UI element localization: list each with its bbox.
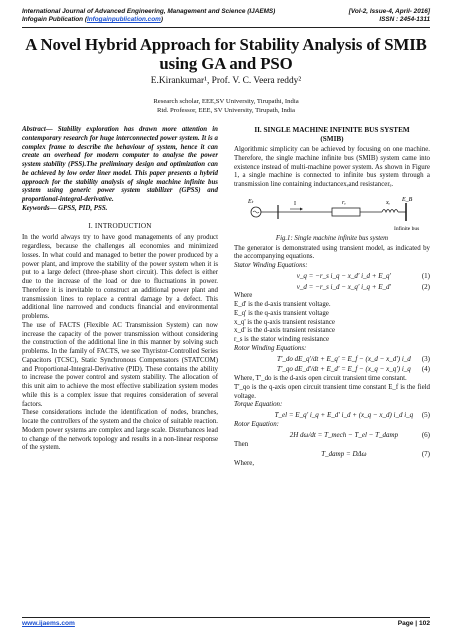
generator-wave	[253, 211, 259, 213]
abstract-label: Abstract—	[22, 126, 53, 133]
stator-label: Stator Winding Equations:	[234, 262, 308, 269]
label-bus-voltage: E_B	[402, 196, 413, 203]
definition-3: x_q' is the q-axis transient resistance	[234, 318, 335, 326]
inductor-symbol	[382, 209, 398, 212]
generator-paragraph: The generator is demonstrated using transient model, as indicated by the accompanying equations.	[234, 244, 430, 261]
intro-heading: I. INTRODUCTION	[88, 221, 152, 230]
publisher	[22, 16, 163, 24]
definition-5: r_s is the stator winding resistance	[234, 336, 330, 344]
publisher-prefix: Infogain Publication (	[22, 16, 87, 24]
equation-2	[234, 282, 430, 293]
eq6-expr: 2H dω/dt = T_mech − T_el − T_damp	[289, 430, 399, 439]
equation-3	[234, 354, 430, 365]
intro-paragraph-2: The use of FACTS (Flexible AC Transmission System) can now increase the capacity of the power transmission without considering the construction of the additional line in this manner by solving such problems. In the family of FACTS, we see Thyristor-Controlled Series Capacitors (TCSC), Static Synchronous Compensators (STATCOM) and Proportional-Integral-Derivative (PID). These contains the ability to increase the power control and system stability. The allocation of this unit aim to achieve the most effective stabilization system modes while this is a complex issue that requires consideration of several factors.	[22, 321, 218, 408]
volume-info: [Vol-2, Issue-4, April- 2016]	[348, 8, 430, 15]
smib-heading-line2: (SMIB)	[320, 135, 344, 143]
journal-name: International Journal of Advanced Engineering, Management and Science (IJAEMS)	[22, 8, 276, 15]
right-column	[234, 126, 430, 469]
equation-4	[234, 364, 430, 375]
definition-1: E_d' is the d-axis transient voltage.	[234, 301, 331, 309]
where-final: Where,	[234, 460, 255, 468]
eq7-expr: T_damp = DΔω	[321, 450, 367, 459]
smib-figure	[234, 192, 430, 234]
intro-paragraph-1: In the world always try to have good managements of any product regardless, because the challenges all economies and minimized losses. In what could and managed to better the power produced by a power plant, and improve the stability of the power system when it is put to a large defect (three-phase short circuit). This defect is either due to the increase of the load or due to fluctuations in power. Therefore it is inevitable to construct an additional power plant and transmission lines to replace a central damage by a defect. This additional line narrowed and conducts financial and environmental problems.	[22, 234, 218, 320]
eq3-number: (3)	[421, 354, 430, 363]
tqo-definition: T'_qo is the q-axis open circuit transient time constant E_f is the field voltage.	[234, 383, 430, 400]
eq5-number: (5)	[421, 411, 430, 420]
journal-header	[22, 8, 430, 24]
rotor-winding-label: Rotor Winding Equations:	[234, 344, 307, 352]
resistance-box	[332, 208, 360, 216]
page-number: Page | 102	[397, 620, 430, 627]
abstract-text: Stability exploration has drawn more attention in contemporary research for huge interconnected power system. It is a complex frame to describe the behaviour of system, hence it can create an overhead for modern computer to analyse the power system stability (PSS).The preliminary design and optimization can be achieved by low order liner model. This paper presents a hybrid approach for the stability analysis of single machine infinite bus system using generic power system stabilizer (GPSS) and proportional-integral-derivative.	[22, 126, 218, 203]
torque-label: Torque Equation:	[234, 401, 283, 409]
issn: ISSN : 2454-1311	[379, 16, 430, 24]
label-reactance: xₑ	[386, 199, 391, 206]
intro-paragraph-3: These considerations include the identification of nodes, branches, locate the controllers of the system and the choice of suitable reaction. Modern power systems are complex and large scale. Disturbances lead to change of the network topology and results in a non-linear response of the system.	[22, 409, 218, 452]
publisher-suffix: )	[160, 16, 163, 24]
smib-paragraph: Algorithmic simplicity can be achieved by focusing on one machine. Therefore, the single machine infinite bus (SMIB) system came into existence instead of multi-machine power system. As shown in Figure 1, a single machine is connected to infinite bus system through a transmission line containing inductancexₑand resistancerₑ.	[234, 146, 430, 188]
footer-divider	[22, 617, 430, 618]
smib-circuit-diagram	[234, 192, 430, 234]
smib-heading	[234, 126, 430, 144]
eq7-number: (7)	[421, 450, 430, 459]
eq4-number: (4)	[421, 365, 430, 374]
site-link[interactable]: www.ijaems.com	[22, 620, 75, 627]
eq6-number: (6)	[421, 430, 430, 439]
label-current: I	[294, 200, 296, 207]
eq1-expr: v_q = −r_s i_q − x_d' i_d + E_q'	[296, 271, 392, 280]
label-infinite-bus: Infinite bus	[394, 225, 420, 232]
label-resistance: rₑ	[342, 199, 346, 206]
equation-5	[234, 410, 430, 421]
paper-title: A Novel Hybrid Approach for Stability Analysis of SMIB using GA and PSO	[25, 35, 427, 73]
equation-6	[234, 430, 430, 441]
affiliations	[22, 98, 430, 115]
label-source: Eₜ	[248, 198, 254, 205]
page-footer	[22, 620, 430, 627]
where-label: Where	[234, 292, 253, 300]
then-label: Then	[234, 440, 249, 448]
rotor-label: Rotor Equation:	[234, 420, 279, 428]
authors: E.Kirankumar¹, Prof. V. C. Veera reddy²	[150, 76, 302, 86]
eq5-expr: T_el = E_q' i_q + E_d' i_d + (x_q − x_d) i_d i_q	[274, 411, 414, 420]
abstract	[22, 126, 218, 205]
eq2-expr: v_d = −r_s i_d − x_q' i_q + E_d'	[296, 282, 392, 291]
current-arrow-head	[300, 207, 303, 210]
equation-7	[234, 449, 430, 460]
affiliation-2: Rtd. Professor, EEE, SV University, Tirupath, India	[157, 106, 295, 114]
publisher-link[interactable]: Infogainpublication.com	[86, 16, 161, 24]
affiliation-1: Research scholar, EEE,SV University, Tirupathi, India	[153, 98, 299, 105]
eq4-expr: T'_qo dE_d'/dt + E_d' = E_f − (x_q − x_q') i_q	[277, 365, 411, 374]
where-tdo: Where, T'_do is the d-axis open circuit transient time constant.	[234, 375, 407, 383]
left-column	[22, 126, 218, 453]
eq2-number: (2)	[421, 282, 430, 291]
eq3-expr: T'_do dE_q'/dt + E_q' = E_f − (x_d − x_d') i_d	[277, 354, 411, 363]
figure-caption: Fig.1: Single machine infinite bus system	[275, 234, 389, 242]
header-divider	[22, 27, 430, 28]
smib-heading-line1: II. SINGLE MACHINE INFINITE BUS SYSTEM	[254, 126, 410, 134]
definition-4: x_d' is the d-axis transient resistance	[234, 327, 335, 335]
definition-2: E_q' is the q-axis transient voltage	[234, 309, 329, 317]
equation-1	[234, 271, 430, 282]
keywords: Keywords— GPSS, PID, PSS.	[22, 204, 108, 212]
eq1-number: (1)	[421, 271, 430, 280]
